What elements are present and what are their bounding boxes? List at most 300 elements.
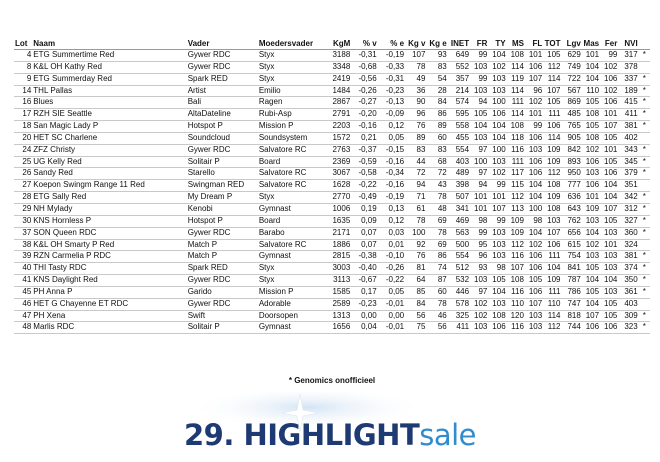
table-cell: 98: [478, 215, 488, 225]
table-cell: Styx: [258, 61, 275, 71]
table-cell: 16: [22, 97, 32, 107]
table-cell: Gymnast: [258, 203, 291, 213]
table-cell: 0,03: [388, 227, 405, 237]
table-cell: 103: [585, 168, 600, 178]
table-cell: 106: [547, 121, 561, 131]
table-cell: 108: [510, 121, 524, 131]
table-cell: 595: [455, 109, 470, 119]
table-cell: 99: [496, 215, 506, 225]
table-cell: 116: [511, 286, 524, 296]
table-cell: 106: [604, 97, 618, 107]
table-cell: 360: [624, 227, 638, 237]
table-cell: 337: [624, 73, 638, 83]
table-cell: 0,00: [361, 310, 377, 320]
table-cell: 381: [624, 121, 638, 131]
table-row: [14, 121, 650, 133]
table-cell: 104: [492, 50, 506, 59]
table-cell: 4: [26, 50, 32, 59]
col-header-pct-v: % v: [362, 39, 377, 48]
table-cell: 99: [478, 50, 488, 59]
table-cell: -0,16: [358, 121, 377, 131]
table-cell: -0,34: [385, 168, 405, 178]
table-row: [14, 203, 650, 215]
table-cell: 105: [585, 286, 600, 296]
table-cell: 1572: [332, 132, 351, 142]
table-cell: My Dream P: [187, 192, 233, 202]
table-cell: *: [642, 50, 646, 59]
table-cell: 415: [624, 97, 638, 107]
table-cell: 106: [528, 286, 543, 296]
table-cell: Garido: [187, 286, 212, 296]
table-cell: 86: [437, 251, 447, 261]
table-cell: 102: [585, 144, 600, 154]
table-cell: 27: [22, 180, 32, 190]
table-cell: 20: [22, 132, 32, 142]
table-row: [14, 97, 650, 109]
table-cell: 102: [492, 168, 506, 178]
table-cell: -0,58: [358, 168, 377, 178]
table-cell: 83: [416, 144, 426, 154]
table-cell: -0,19: [385, 192, 405, 202]
col-header-ty: TY: [495, 39, 506, 48]
table-cell: 0,01: [388, 239, 405, 249]
table-cell: 103: [585, 215, 600, 225]
table-cell: 101: [528, 50, 543, 59]
sale-name-highlight: HIGHLIGHT: [243, 418, 420, 452]
table-cell: 99: [478, 73, 488, 83]
table-cell: 69: [437, 215, 447, 225]
table-cell: 100: [412, 227, 426, 237]
table-cell: Gywer RDC: [187, 275, 231, 285]
table-cell: 398: [455, 180, 470, 190]
table-cell: *: [642, 121, 646, 131]
table-cell: 104: [528, 180, 543, 190]
table-cell: 114: [547, 132, 561, 142]
table-cell: 54: [437, 73, 447, 83]
table-cell: 786: [567, 286, 581, 296]
table-cell: 103: [492, 85, 506, 95]
table-cell: 109: [510, 215, 524, 225]
table-cell: *: [642, 286, 646, 296]
table-cell: 49: [416, 73, 426, 83]
table-cell: 489: [455, 168, 470, 178]
table-cell: Adorable: [258, 298, 291, 308]
table-cell: 381: [624, 251, 638, 261]
table-cell: -0,49: [358, 192, 377, 202]
table-cell: 108: [510, 275, 524, 285]
table-cell: 101: [474, 203, 488, 213]
table-cell: 950: [567, 168, 581, 178]
table-cell: 8: [26, 61, 32, 71]
table-cell: 0,00: [388, 310, 405, 320]
table-cell: 76: [416, 251, 426, 261]
table-cell: 114: [511, 109, 524, 119]
sale-name-suffix: sale: [419, 418, 477, 452]
table-cell: 312: [624, 203, 638, 213]
table-cell: Emilio: [258, 85, 281, 95]
table-cell: 106: [528, 156, 543, 166]
table-cell: 578: [455, 298, 470, 308]
table-cell: 341: [455, 203, 470, 213]
table-cell: 17: [22, 109, 32, 119]
table-cell: 104: [492, 286, 506, 296]
table-cell: 106: [528, 251, 543, 261]
table-cell: 105: [492, 275, 506, 285]
table-cell: RZH SIE Seattle: [33, 109, 92, 119]
table-cell: 85: [416, 286, 426, 296]
table-cell: 656: [567, 227, 581, 237]
table-cell: 629: [567, 50, 581, 59]
table-cell: 113: [511, 203, 524, 213]
table-cell: 350: [624, 275, 638, 285]
table-cell: -0,26: [385, 263, 405, 273]
table-cell: 60: [437, 132, 447, 142]
table-cell: 1635: [332, 215, 351, 225]
table-cell: 107: [510, 263, 524, 273]
col-header-kgm: KgM: [332, 39, 351, 48]
table-row: [14, 85, 650, 97]
table-cell: Swift: [187, 310, 206, 320]
table-cell: 105: [604, 298, 618, 308]
table-cell: 103: [474, 61, 488, 71]
table-cell: 106: [585, 156, 600, 166]
table-cell: 104: [492, 121, 506, 131]
table-cell: 103: [604, 263, 618, 273]
col-header-naam: Naam: [33, 39, 56, 48]
table-cell: 787: [567, 275, 581, 285]
table-cell: 1656: [332, 322, 351, 332]
table-cell: 14: [22, 85, 32, 95]
table-cell: Gymnast: [258, 322, 291, 332]
table-row: [14, 156, 650, 168]
table-cell: ETG Summerday Red: [33, 73, 112, 83]
table-cell: -0,38: [358, 251, 377, 261]
table-cell: Mission P: [258, 121, 294, 131]
table-cell: Soundsystem: [258, 132, 308, 142]
table-cell: -0,16: [385, 180, 405, 190]
table-cell: 558: [455, 121, 470, 131]
table-cell: 101: [528, 109, 543, 119]
table-cell: Gywer RDC: [187, 50, 231, 59]
table-cell: 411: [624, 109, 638, 119]
table-cell: 343: [624, 144, 638, 154]
table-cell: Marlis RDC: [33, 322, 75, 332]
table-cell: 105: [604, 215, 618, 225]
table-cell: 99: [533, 121, 543, 131]
table-cell: 28: [22, 192, 32, 202]
table-cell: -0,33: [385, 61, 405, 71]
table-cell: Hotspot P: [187, 215, 223, 225]
table-cell: 107: [528, 298, 543, 308]
table-cell: 93: [437, 50, 447, 59]
table-row: [14, 239, 650, 251]
table-cell: 117: [511, 168, 524, 178]
table-cell: 103: [492, 239, 506, 249]
table-cell: KNS Hornless P: [33, 215, 92, 225]
table-cell: -0,10: [385, 251, 405, 261]
table-cell: 615: [567, 239, 581, 249]
table-cell: 83: [437, 61, 447, 71]
table-row: [14, 275, 650, 287]
table-cell: 649: [455, 50, 470, 59]
table-cell: Styx: [258, 73, 275, 83]
table-cell: 105: [604, 156, 618, 166]
table-cell: 101: [604, 239, 618, 249]
table-cell: 111: [548, 251, 561, 261]
table-row: [14, 73, 650, 85]
table-cell: 78: [416, 61, 426, 71]
table-cell: 97: [478, 168, 488, 178]
table-cell: 905: [567, 132, 581, 142]
table-cell: 103: [492, 73, 506, 83]
table-cell: Gywer RDC: [187, 227, 231, 237]
table-cell: 744: [567, 322, 581, 332]
table-cell: 30: [22, 215, 32, 225]
table-cell: K&L OH Smarty P Red: [33, 239, 115, 249]
table-cell: 446: [455, 286, 470, 296]
table-cell: 78: [437, 298, 447, 308]
table-cell: AltaDateline: [187, 109, 231, 119]
table-cell: 104: [604, 192, 618, 202]
table-cell: 102: [585, 239, 600, 249]
table-cell: 841: [567, 263, 581, 273]
table-row: [14, 298, 650, 310]
col-header-genomics-mark: [639, 38, 650, 50]
table-cell: 1628: [332, 180, 351, 190]
table-cell: 106: [528, 61, 543, 71]
table-cell: Bali: [187, 97, 202, 107]
col-header-kg-v: Kg v: [408, 39, 426, 48]
table-cell: 402: [624, 132, 638, 142]
table-cell: 485: [567, 109, 581, 119]
table-cell: Swingman RED: [187, 180, 245, 190]
table-cell: 101: [604, 109, 618, 119]
table-cell: 2589: [332, 298, 351, 308]
table-cell: 0,19: [361, 203, 377, 213]
table-cell: 103: [474, 132, 488, 142]
table-row: [14, 286, 650, 298]
table-cell: Match P: [187, 251, 218, 261]
table-row: [14, 109, 650, 121]
table-cell: 0,04: [361, 322, 377, 332]
col-header-pct-e: % e: [390, 39, 405, 48]
table-cell: 106: [604, 73, 618, 83]
table-cell: 378: [624, 61, 638, 71]
table-cell: 26: [22, 168, 32, 178]
table-cell: HET SC Charlene: [33, 132, 98, 142]
table-cell: 104: [585, 298, 600, 308]
table-cell: 512: [455, 263, 470, 273]
table-cell: -0,27: [358, 97, 377, 107]
table-cell: 71: [416, 192, 426, 202]
table-cell: Sandy Red: [33, 168, 73, 178]
table-cell: 345: [624, 156, 638, 166]
table-cell: 0,05: [388, 286, 405, 296]
table-row: [14, 322, 650, 334]
table-cell: 102: [604, 85, 618, 95]
table-cell: 98: [533, 215, 543, 225]
table-cell: 102: [474, 298, 488, 308]
table-cell: 103: [604, 286, 618, 296]
table-cell: 18: [22, 121, 32, 131]
table-cell: 351: [624, 180, 638, 190]
table-cell: 74: [437, 263, 447, 273]
table-cell: 323: [624, 322, 638, 332]
table-cell: 105: [547, 97, 561, 107]
table-cell: 100: [528, 203, 543, 213]
table-cell: 111: [511, 156, 524, 166]
table-cell: K&L OH Kathy Red: [33, 61, 102, 71]
table-cell: PH Anna P: [33, 286, 73, 296]
table-cell: 754: [567, 251, 581, 261]
table-cell: 102: [474, 310, 488, 320]
table-cell: Ragen: [258, 97, 283, 107]
table-cell: 120: [510, 310, 524, 320]
auction-table: [14, 38, 650, 334]
table-cell: 109: [547, 156, 561, 166]
table-cell: 96: [416, 109, 426, 119]
table-cell: 111: [548, 286, 561, 296]
table-cell: 106: [528, 263, 543, 273]
table-cell: 103: [585, 251, 600, 261]
table-cell: *: [642, 85, 646, 95]
table-cell: 112: [547, 322, 561, 332]
table-cell: 114: [547, 73, 561, 83]
table-cell: *: [642, 73, 646, 83]
table-cell: 842: [567, 144, 581, 154]
table-cell: 111: [548, 109, 561, 119]
table-cell: 102: [528, 239, 543, 249]
table-cell: [639, 239, 650, 251]
table-cell: -0,59: [358, 156, 377, 166]
table-cell: 108: [510, 50, 524, 59]
table-cell: 103: [474, 85, 488, 95]
table-cell: 102: [528, 97, 543, 107]
table-cell: Blues: [33, 97, 54, 107]
table-cell: 101: [604, 144, 618, 154]
table-cell: 105: [585, 121, 600, 131]
table-cell: [639, 298, 650, 310]
table-cell: San Magic Lady P: [33, 121, 99, 131]
table-cell: 110: [547, 298, 561, 308]
table-cell: Hotspot P: [187, 121, 223, 131]
table-cell: 2203: [332, 121, 351, 131]
table-cell: *: [642, 310, 646, 320]
table-cell: Salvatore RC: [258, 239, 307, 249]
table-cell: 107: [492, 203, 506, 213]
table-cell: 2815: [332, 251, 351, 261]
table-cell: ETG Summertime Red: [33, 50, 115, 59]
table-cell: 102: [604, 61, 618, 71]
table-cell: 29: [22, 203, 32, 213]
table-cell: 554: [455, 251, 470, 261]
table-cell: 94: [478, 180, 488, 190]
col-header-nvi: NVI: [624, 39, 638, 48]
table-cell: 116: [511, 322, 524, 332]
table-cell: 107: [604, 121, 618, 131]
table-cell: PH Xena: [33, 310, 66, 320]
table-cell: -0,01: [385, 298, 405, 308]
table-cell: 3188: [332, 50, 351, 59]
table-cell: 818: [567, 310, 581, 320]
table-cell: 114: [511, 61, 524, 71]
table-cell: 99: [496, 180, 506, 190]
table-cell: -0,67: [358, 275, 377, 285]
table-cell: Solitair P: [187, 156, 220, 166]
table-cell: Koepon Swingm Range 11 Red: [33, 180, 145, 190]
table-cell: 869: [567, 97, 581, 107]
table-cell: 554: [455, 144, 470, 154]
table-cell: 109: [547, 144, 561, 154]
table-cell: 105: [585, 97, 600, 107]
table-cell: -0,37: [358, 144, 377, 154]
table-cell: 643: [567, 203, 581, 213]
table-cell: 106: [604, 168, 618, 178]
table-cell: *: [642, 144, 646, 154]
table-cell: 116: [511, 251, 524, 261]
table-cell: 64: [416, 275, 426, 285]
table-cell: 100: [474, 156, 488, 166]
table-cell: 48: [22, 322, 32, 332]
table-cell: 2369: [332, 156, 351, 166]
table-row: [14, 310, 650, 322]
table-cell: *: [642, 109, 646, 119]
table-cell: Solitair P: [187, 322, 220, 332]
col-header-mas: Mas: [583, 39, 600, 48]
table-cell: 112: [547, 168, 561, 178]
table-cell: KNS Daylight Red: [33, 275, 98, 285]
table-cell: 574: [455, 97, 470, 107]
table-cell: 69: [437, 239, 447, 249]
table-cell: 56: [437, 322, 447, 332]
table-cell: 25: [22, 156, 32, 166]
table-cell: 403: [455, 156, 470, 166]
table-cell: *: [642, 251, 646, 261]
table-cell: 103: [604, 251, 618, 261]
table-row: [14, 168, 650, 180]
table-cell: 104: [585, 73, 600, 83]
table-cell: 0,07: [361, 227, 377, 237]
table-cell: 469: [455, 215, 470, 225]
table-row: [14, 61, 650, 73]
table-cell: 56: [416, 310, 426, 320]
table-cell: 106: [585, 180, 600, 190]
table-cell: 83: [437, 144, 447, 154]
table-cell: -0,16: [385, 156, 405, 166]
table-cell: Gywer RDC: [187, 298, 231, 308]
col-header-lot: Lot: [15, 39, 28, 48]
table-cell: 108: [547, 203, 561, 213]
table-cell: 552: [455, 61, 470, 71]
table-cell: -0,20: [358, 109, 377, 119]
table-cell: 0,09: [361, 215, 377, 225]
table-cell: 61: [416, 203, 426, 213]
table-cell: 98: [496, 263, 506, 273]
table-cell: 104: [585, 275, 600, 285]
table-cell: 45: [22, 286, 32, 296]
table-cell: 78: [437, 192, 447, 202]
table-cell: 108: [547, 180, 561, 190]
table-cell: 89: [416, 132, 426, 142]
col-header-ms: MS: [511, 39, 524, 48]
table-cell: RZN Carmelia P RDC: [33, 251, 111, 261]
table-cell: 103: [528, 144, 543, 154]
table-cell: Starello: [187, 168, 215, 178]
table-cell: 36: [416, 85, 426, 95]
table-cell: 41: [22, 275, 32, 285]
table-cell: SON Queen RDC: [33, 227, 97, 237]
table-cell: -0,31: [358, 50, 377, 59]
